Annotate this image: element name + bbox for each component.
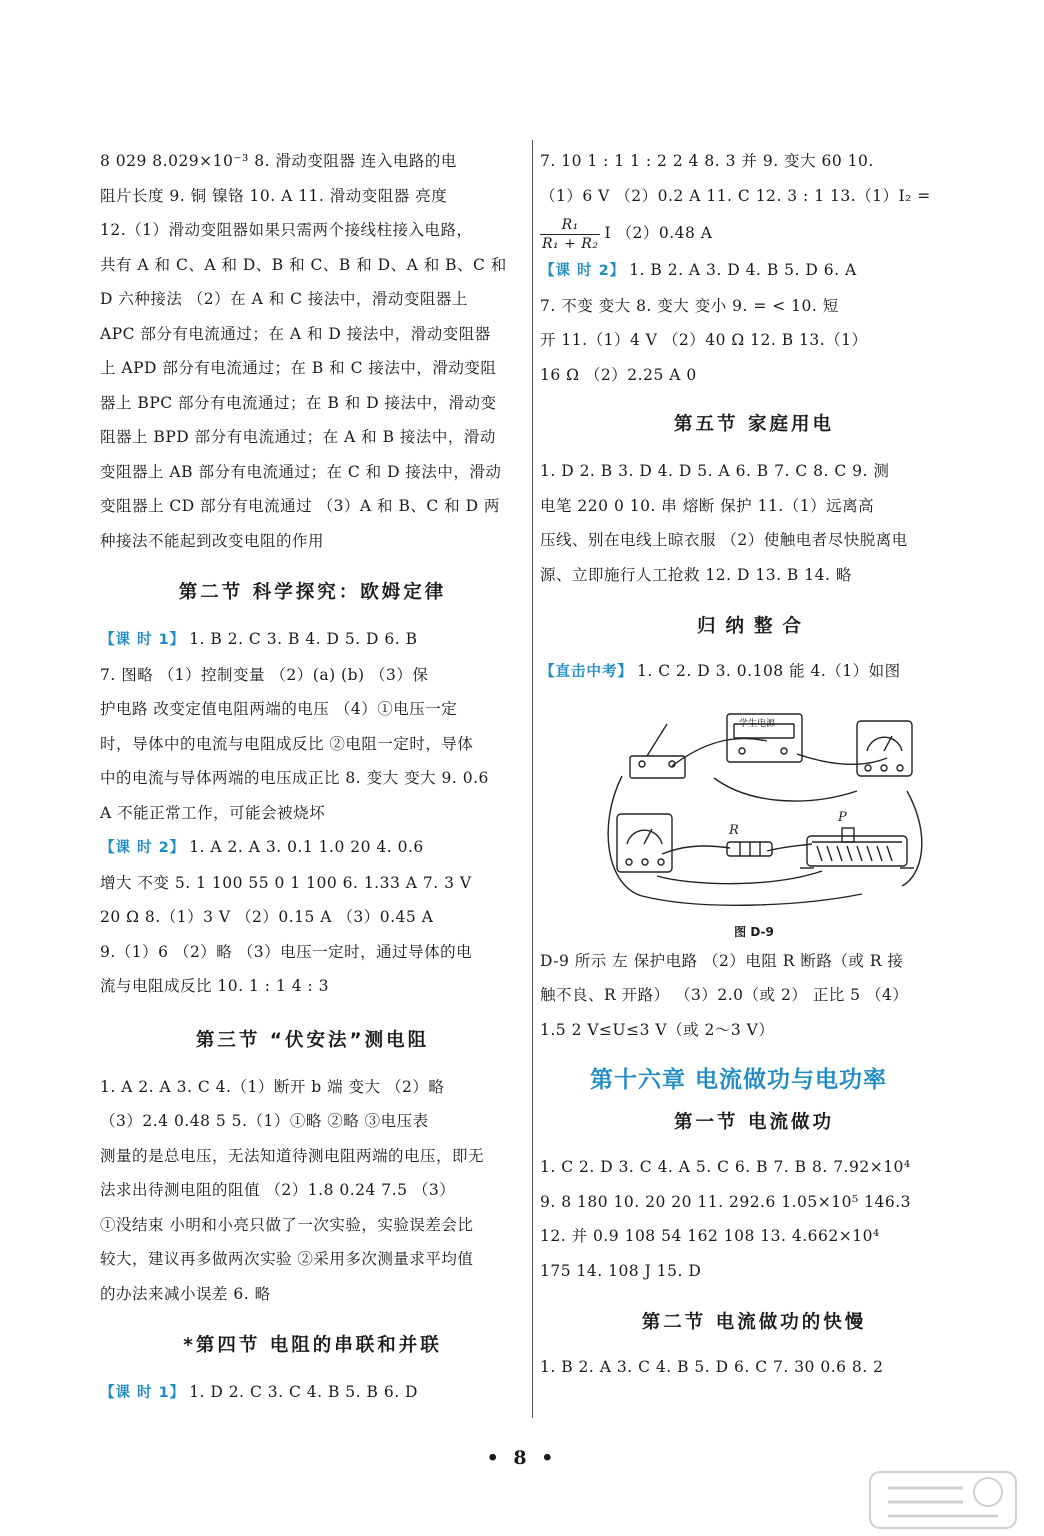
section3-answers: 1. A 2. A 3. C 4.（1）断开 b 端 变大 （2）略 （3）2.4 0.48 5 5.（1）①略 ②略 ③电压表 测量的是总电压，无法知道待测电阻两端的电压，即无 法求出待测电阻的阻值 （2）1.8 0.24 7.5 （3） ①没结束 小明和小亮只做了一次实验，实验误差会比 较大，建议再多做两次实验 ②采用多次测量求平均值 的办法来减小误差 6. 略 xyxy=(100,1077,485,1303)
exam-answers: 【直击中考】 1. C 2. D 3. 0.108 能 4.（1）如图 xyxy=(540,662,901,680)
section-title: 第五节 家庭用电 xyxy=(674,414,834,435)
resistor-label: R xyxy=(729,822,739,838)
lesson-tag: 【课 时 2】 xyxy=(540,263,626,279)
page-number: • 8 • xyxy=(486,1447,558,1469)
circuit-figure xyxy=(602,696,932,921)
circuit-diagram xyxy=(602,696,932,921)
lesson-tag: 【课 时 2】 xyxy=(100,840,186,856)
left-column xyxy=(100,140,525,1411)
fraction-line: $\frac{\text{R₁}}{\text{R₁ + R₂}}$ I （2）0.48 A xyxy=(542,216,713,252)
series-parallel-answers: 7. 10 1 : 1 1 : 2 2 4 8. 3 并 9. 变大 60 10. （1）6 V （2）0.2 A 11. C 12. 3 : 1 13.（1）I₂ = $\frac{\text{R₁}}{\text{R₁ + R₂}}$ I （2）0.48 A 【课 时 2】 1. B 2. A 3. D 4. B 5. D 6. A 7. 不变 变大 8. 变大 变小 9. = < 10. 短 开 11.（1）4 V （2）40 Ω 12. B 13.（1） 16 Ω （2）2.25 A 0 xyxy=(540,144,968,392)
lesson-tag: 【课 时 1】 xyxy=(100,1385,186,1401)
section-title: *第四节 电阻的串联和并联 xyxy=(183,1335,442,1356)
section-title: 第三节 “伏安法”测电阻 xyxy=(195,1029,430,1051)
section-title: 第二节 科学探究：欧姆定律 xyxy=(178,582,447,603)
exam-answers-continued: D-9 所示 左 保护电路 （2）电阻 R 断路（或 R 接 触不良、R 开路） （3）2.0（或 2） 正比 5 （4） 1.5 2 V≤U≤3 V（或 2～3 V） xyxy=(540,951,909,1039)
summary-title: 归纳整合 xyxy=(696,616,811,637)
slider-label: P xyxy=(838,809,847,825)
current-fraction: $\frac{\text{R₁}}{\text{R₁ + R₂}}$ xyxy=(542,216,599,252)
section-title: 第二节 电流做功的快慢 xyxy=(641,1312,867,1333)
section4-lesson1: 【课 时 1】 1. D 2. C 3. C 4. B 5. B 6. D xyxy=(100,1383,418,1401)
section2-lesson2: 【课 时 2】 1. A 2. A 3. 0.1 1.0 20 4. 0.6 增大 不变 5. 1 100 55 0 1 100 6. 1.33 A 7. 3 V 20 Ω 8.（1）3 V （2）0.15 A （3）0.45 A 9.（1）6 （2）略 （3）电压一定时，通过导体的电 流与电阻成反比 10. 1 : 1 4 : 3 xyxy=(100,838,473,995)
section5-answers: 1. D 2. B 3. D 4. D 5. A 6. B 7. C 8. C 9. 测 电笔 220 0 10. 串 熔断 保护 11.（1）远离高 压线、别在电线上晾衣服 （2）使触电者尽快脱离电 源、立即施行人工抢救 12. D 13. B 14. 略 xyxy=(540,462,908,584)
chapter16-section2-answers: 1. B 2. A 3. C 4. B 5. D 6. C 7. 30 0.6 8. 2 xyxy=(540,1358,884,1376)
lesson-tag: 【课 时 1】 xyxy=(100,632,186,648)
section-title: 第一节 电流做功 xyxy=(674,1112,834,1133)
section2-lesson1: 【课 时 1】 1. B 2. C 3. B 4. D 5. D 6. B 7. 图略 （1）控制变量 （2）(a) (b) （3）保 护电路 改变定值电阻两端的电压 （4）①电压一定 时，导体中的电流与电阻成反比 ②电阻一定时，导体 中的电流与导体两端的电压成正比 8. 变大 变大 9. 0.6 A 不能正常工作，可能会被烧坏 xyxy=(100,630,489,822)
right-column xyxy=(540,140,968,1385)
column-divider xyxy=(532,140,533,1418)
chapter-title: 第十六章 电流做功与电功率 xyxy=(590,1067,888,1093)
power-supply-label: 学生电源 xyxy=(739,718,776,729)
watermark-logo xyxy=(868,1470,1018,1530)
chapter16-section1-answers: 1. C 2. D 3. C 4. A 5. C 6. B 7. B 8. 7.92×10⁴ 9. 8 180 10. 20 20 11. 292.6 1.05×10⁵ 146.3 12. 并 0.9 108 54 162 108 13. 4.662×10⁴ 175 14. 108 J 15. D xyxy=(540,1158,912,1280)
ohm-answers-block: 8 029 8.029×10⁻³ 8. 滑动变阻器 连入电路的电 阻片长度 9. 铜 镍铬 10. A 11. 滑动变阻器 亮度 12.（1）滑动变阻器如果只需两个接线柱接入电路， 共有 A 和 C、A 和 D、B 和 C、B 和 D、A 和 B、C 和 D 六种接法 （2）在 A 和 C 接法中，滑动变阻器上 APC 部分有电流通过；在 A 和 D 接法中，滑动变阻器 上 APD 部分有电流通过；在 B 和 C 接法中，滑动变阻 器上 BPC 部分有电流通过；在 B 和 D 接法中，滑动变 阻器上 BPD 部分有电流通过；在 A 和 B 接法中，滑动 变阻器上 AB 部分有电流通过；在 C 和 D 接法中，滑动 变阻器上 CD 部分有电流通过 （3）A 和 B、C 和 D 两 种接法不能起到改变电阻的作用 xyxy=(100,152,507,550)
exam-tag: 【直击中考】 xyxy=(540,664,633,680)
figure-caption: 图 D-9 xyxy=(734,924,774,939)
